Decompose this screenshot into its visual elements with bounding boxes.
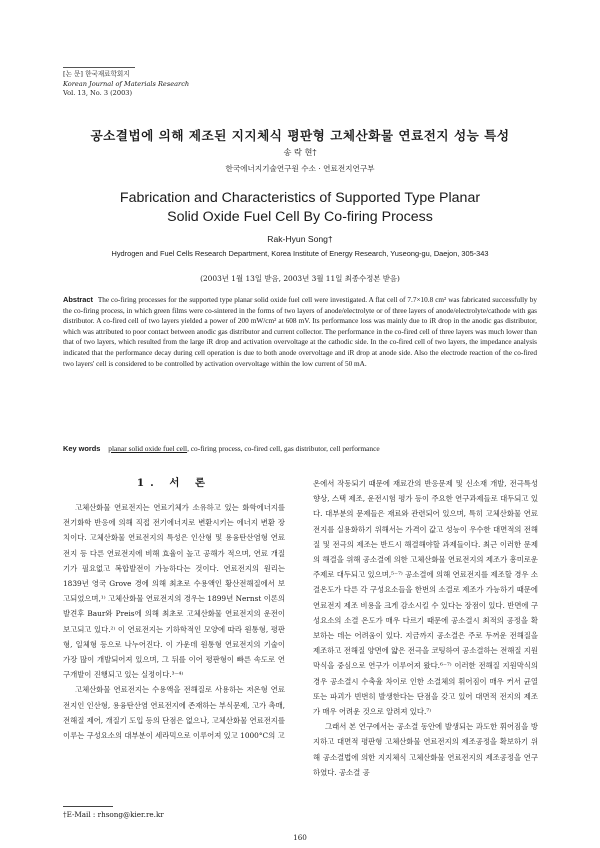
korean-author: 송 락 현† <box>283 147 317 157</box>
english-author: Rak-Hyun Song† <box>267 234 333 244</box>
keywords-rest: , co-firing process, co-fired cell, gas distributor, cell performance <box>187 444 380 453</box>
korean-title: 공소결법에 의해 제조된 지지체식 평판형 고체산화물 연료전지 성능 특성 <box>90 128 510 143</box>
section-heading: 1. 서 론 <box>136 477 212 489</box>
english-title <box>0 189 600 227</box>
abstract <box>63 295 537 369</box>
left-column <box>63 476 285 743</box>
english-title-line-2: Solid Oxide Fuel Cell By Co-firing Process <box>167 209 433 225</box>
abstract-text: The co-firing processes for the supported type planar solid oxide fuel cell were investigated. A flat cell of 7.7×10.8 cm² was fabricated successfully by the co-firing process, in which green films were co-sintered in the forms of two layers of anode/electrolyte or of three layers of anode/electrolyte/cathode with gas distributor. A co-fired cell of two layers yielded a power of 200 mW/cm² at 608 mV. Its performance loss was mainly due to iR drop in the anodic gas distributor, which was attributed to poor contact between anodic gas distributor and current collector. The performance in the co-fired cell of three layers was much lower than that of two layers, which resulted from the large iR drop and activation overvoltage at the cathodic side. In the co-fired cell of two layers, the impedance analysis indicated that the performance decay during cell operation is due to both anode overvoltage and iR drop at anode side. Also the electrode reaction of the co-fired two layers' cell is considered to be controlled by activation overvoltage within the low current of 50 mA. <box>63 296 537 368</box>
english-affiliation: Hydrogen and Fuel Cells Research Department, Korea Institute of Energy Research, Yuseong-gu, Daejon, 305-343 <box>111 249 489 258</box>
right-column <box>313 476 538 780</box>
footnote: †E-Mail : rhsong@kier.re.kr <box>63 810 164 819</box>
journal-line-2: Korean Journal of Materials Research <box>63 79 190 88</box>
right-paragraph-2: 그래서 본 연구에서는 공소결 동안에 발생되는 과도한 휘어짐을 방지하고 대면적 평판형 고체산화물 연료전지의 제조공정을 확보하기 위해 공소결법에 의한 지지체식 고체산화물 연료전지의 제조공정을 연구하였다. 공소결 공 <box>313 722 538 777</box>
left-paragraph-2: 고체산화물 연료전지는 수용액을 전해질로 사용하는 저온형 연료전지인 인산형, 용융탄산염 연료전지에 존재하는 부식문제, 고가 촉매, 전해질 제어, 개질기 도입 등의 단점은 없으나, 고체산화물 연료전지를 이루는 구성요소의 대부분이 세라믹으로 이루어져 있고 1000°C의 고 <box>63 685 285 741</box>
left-paragraph-1: 고체산화물 연료전지는 연료기체가 소유하고 있는 화학에너지를 전기화학 반응에 의해 직접 전기에너지로 변환시키는 에너지 변환 장치이다. 고체산화물 연료전지의 특성은 인산형 및 용융탄산염형 연료전지 등 다른 연료전지에 비해 효율이 높고 공해가 적으며, 연료 개질기가 필요없고 복합발전이 가능하다는 것이다. 연료전지의 원리는 1839년 영국 Grove 경에 의해 최초로 수용액인 황산전해질에서 보고되었으며,¹⁾ 고체산화물 연료전지의 경우는 1899년 Nernst 이론의 발견후 Baur와 Preis에 의해 최초로 고체산화물 연료전지의 운전이 보고되고 있다.²⁾ 이 연료전지는 기하학적인 모양에 따라 원통형, 평판형, 일체형 등으로 나누어진다. 이 가운데 원통형 연료전지의 기술이 가장 많이 개발되어져 있으며, 그 뒤를 이어 평판형이 빠른 속도로 연구개발이 진행되고 있는 실정이다.³⁻⁴⁾ <box>63 503 285 680</box>
keywords <box>63 444 537 453</box>
received-dates: (2003년 1월 13일 받음, 2003년 3월 11일 최종수정본 받음) <box>200 274 400 283</box>
journal-header <box>63 67 189 99</box>
journal-line-1: [논 문] 한국재료학회지 <box>63 70 130 78</box>
footnote-rule <box>63 806 113 807</box>
korean-affiliation: 한국에너지기술연구원 수소 · 연료전지연구부 <box>225 164 375 173</box>
keyword-first: planar solid oxide fuel cell <box>108 444 188 453</box>
page-number: 160 <box>293 833 307 842</box>
keywords-label: Key words <box>63 444 101 453</box>
right-paragraph-1: 온에서 작동되기 때문에 재료간의 반응문제 및 신소재 개발, 전극특성 향상, 스택 제조, 운전시험 평가 등이 주요한 연구과제들로 대두되고 있다. 대부분의 문제들은 재료와 관련되어 있으며, 특히 고체산화물 연료전지를 실용화하기 위해서는 가격이 값고 성능이 우수한 대면적의 전해질 및 전극의 제조는 반드시 해결해야할 과제들이다. 최근 이러한 문제의 해결을 위해 공소결에 의한 고체산화물 연료전지의 제조가 흥미로운 주제로 대두되고 있으며,⁵⁻⁷⁾ 공소결에 의해 연료전지를 제조할 경우 소결온도가 다른 각 구성요소들을 한번의 소결로 제조가 가능하기 때문에 연료전지 제조 비용을 크게 감소시킬 수 있다는 장점이 있다. 반면에 구성요소의 소결 온도가 매우 다르기 때문에 공소결시 최적의 공정을 확보하는 데는 어려움이 있다. 지금까지 공소결은 주로 두꺼운 전해질을 제조하고 전해질 양면에 얇은 전극을 코팅하여 공소결하는 전해질 지원막식을 중심으로 연구가 이루어져 왔다.⁶⁻⁷⁾ 이러한 전해질 지원막식의 경우 공소결시 수축율 차이로 인한 소결체의 휘어짐이 매우 커서 균열 또는 파괴가 빈번히 발생한다는 단점을 갖고 있어 대면적 전지의 제조가 매우 어려운 것으로 알려져 있다.⁷⁾ <box>313 479 538 717</box>
english-title-line-1: Fabrication and Characteristics of Supported Type Planar <box>119 190 481 206</box>
abstract-label: Abstract <box>63 295 93 304</box>
journal-line-3: Vol. 13, No. 3 (2003) <box>63 89 133 98</box>
journal-top-rule <box>63 67 135 68</box>
